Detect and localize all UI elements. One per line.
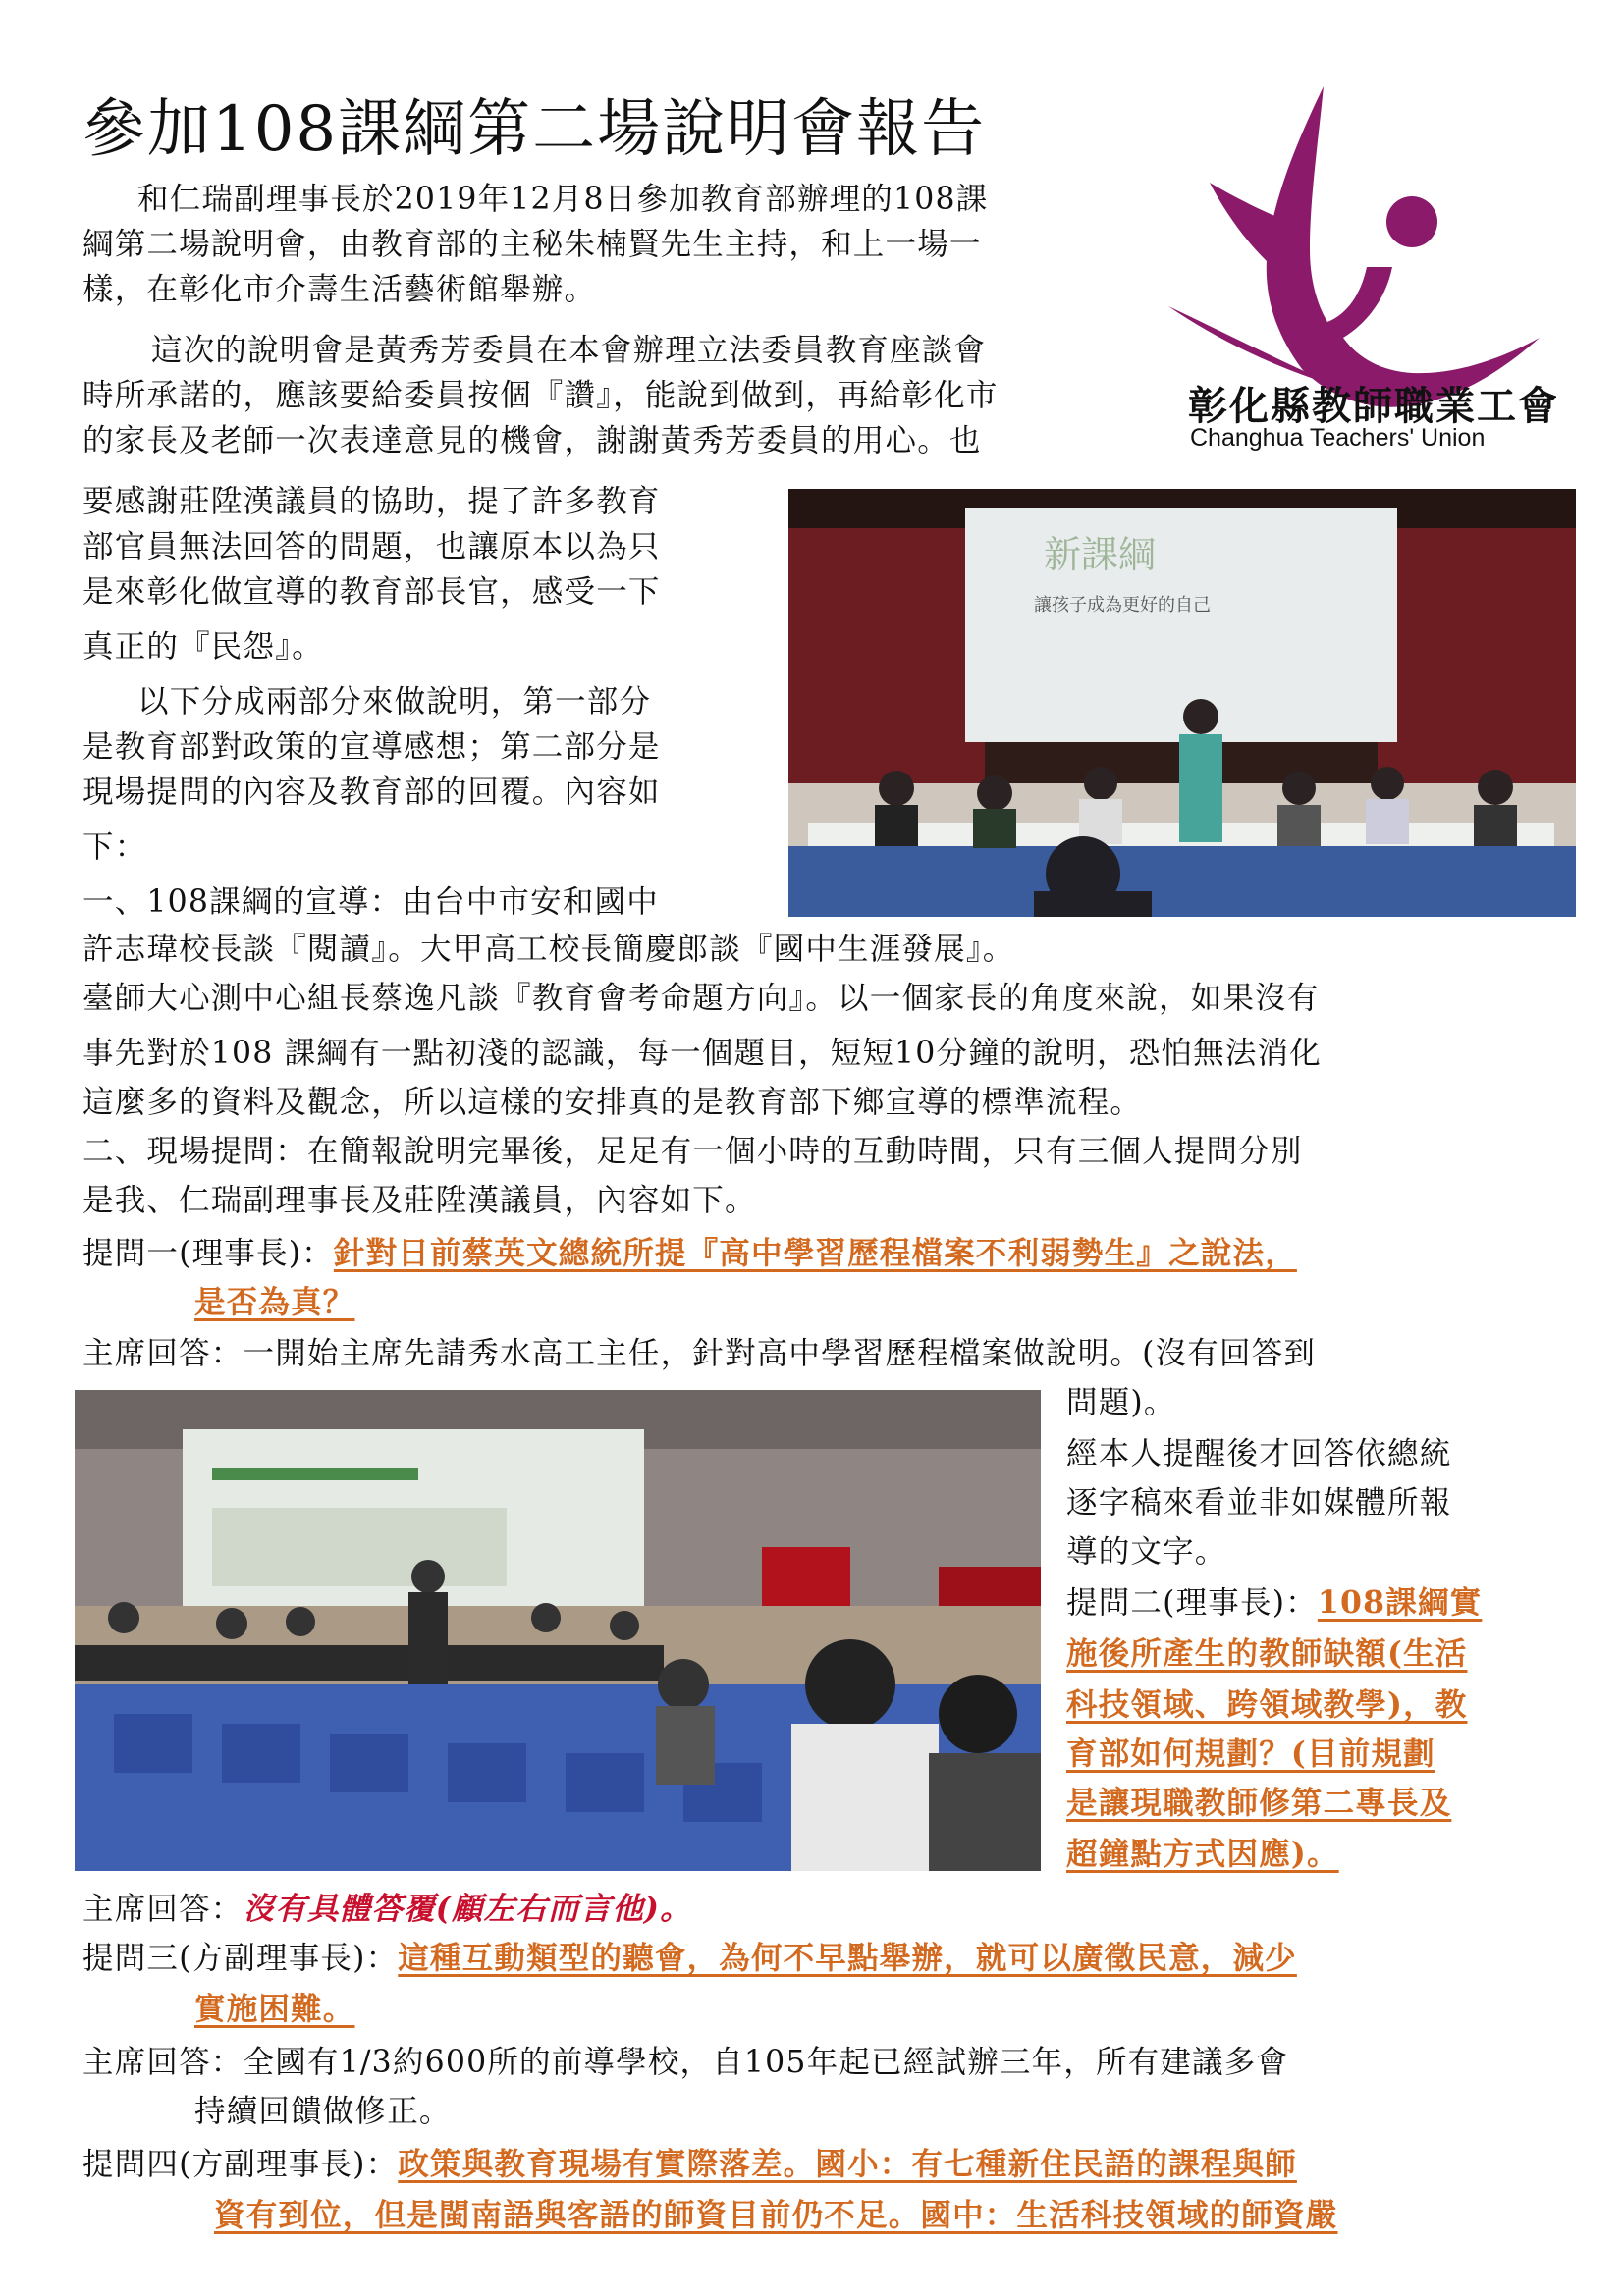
question-highlight: 是否為真？: [194, 1284, 355, 1320]
question-label: 提問二(理事長)：: [1066, 1585, 1318, 1621]
answer-1-cont: 問題)。: [1066, 1385, 1176, 1420]
question-3: [82, 1936, 1297, 1981]
answer-1-cont: 導的文字。: [1066, 1534, 1227, 1570]
answer-3-cont: 持續回饋做修正。: [194, 2094, 452, 2129]
question-highlight: 超鐘點方式因應)。: [1066, 1836, 1339, 1872]
paragraph-line: 下：: [82, 829, 147, 865]
question-highlight: 針對日前蔡英文總統所提『高中學習歷程檔案不利弱勢生』之說法，: [333, 1235, 1297, 1271]
question-highlight: 施後所產生的教師缺額(生活: [1066, 1635, 1468, 1672]
logo-name-cn: 彰化縣教師職業工會: [1188, 384, 1559, 429]
answer-1-cont: 經本人提醒後才回答依總統: [1066, 1436, 1452, 1471]
paragraph-line: 一、108課綱的宣導：由台中市安和國中: [82, 884, 659, 920]
paragraph-line: 是教育部對政策的宣導感想；第二部分是: [82, 729, 661, 765]
paragraph-line: 要感謝莊陞漢議員的協助，提了許多教育: [82, 484, 661, 519]
question-label: 提問三(方副理事長)：: [82, 1941, 399, 1976]
paragraph-line: 二、現場提問：在簡報說明完畢後，足足有一個小時的互動時間，只有三個人提問分別: [82, 1134, 1303, 1169]
logo-wing-shape: [1267, 86, 1540, 407]
question-highlight: 這種互動類型的聽會，為何不早點舉辦，就可以廣徵民意，減少: [398, 1940, 1297, 1976]
photo-audience-hall: [75, 1390, 1041, 1871]
screen-title: 新課綱: [1044, 533, 1157, 576]
question-2: [1066, 1580, 1482, 1626]
paragraph-line: 是來彰化做宣導的教育部長官，感受一下: [82, 574, 661, 610]
paragraph-line: 時所承諾的，應該要給委員按個『讚』，能說到做到，再給彰化市: [82, 378, 999, 413]
paragraph-line: 臺師大心測中心組長蔡逸凡談『教育會考命題方向』。以一個家長的角度來說，如果沒有: [82, 981, 1320, 1016]
answer-highlight: 沒有具體答覆(顧左右而言他)。: [243, 1891, 692, 1927]
paragraph-line: 這次的說明會是黃秀芳委員在本會辦理立法委員教育座談會: [151, 333, 987, 368]
photo-meeting-stage: [788, 489, 1576, 917]
question-highlight: 是讓現職教師修第二專長及: [1066, 1785, 1452, 1821]
paragraph-line: 以下分成兩部分來做說明，第一部分: [137, 684, 652, 720]
question-label: 提問四(方副理事長)：: [82, 2147, 399, 2182]
screen-subtitle: 讓孩子成為更好的自己: [1034, 595, 1211, 615]
logo-name-en: Changhua Teachers' Union: [1190, 424, 1486, 452]
paragraph-line: 這麼多的資料及觀念，所以這樣的安排真的是教育部下鄉宣導的標準流程。: [82, 1085, 1143, 1120]
logo-figure-head: [1386, 196, 1437, 247]
question-highlight: 108課綱實: [1317, 1584, 1483, 1621]
answer-1: 主席回答：一開始主席先請秀水高工主任，針對高中學習歷程檔案做說明。(沒有回答到: [82, 1336, 1317, 1371]
answer-1-cont: 逐字稿來看並非如媒體所報: [1066, 1485, 1452, 1521]
paragraph-line: 事先對於108 課綱有一點初淺的認識，每一個題目，短短10分鐘的說明，恐怕無法消化: [82, 1036, 1322, 1071]
question-highlight: 科技領域、跨領域教學)，教: [1066, 1686, 1468, 1723]
question-4: [82, 2142, 1297, 2187]
question-highlight: 實施困難。: [194, 1991, 355, 2027]
paragraph-line: 是我、仁瑞副理事長及莊陞漢議員，內容如下。: [82, 1183, 757, 1218]
page-title: 參加108課綱第二場說明會報告: [82, 93, 987, 166]
answer-label: 主席回答：: [82, 1892, 244, 1927]
answer-3: 主席回答：全國有1/3約600所的前導學校，自105年起已經試辦三年，所有建議多會: [82, 2045, 1289, 2080]
question-label: 提問一(理事長)：: [82, 1236, 334, 1271]
paragraph-line: 的家長及老師一次表達意見的機會，謝謝黃秀芳委員的用心。也: [82, 423, 982, 458]
answer-2: [82, 1887, 692, 1932]
paragraph-line: 綱第二場說明會，由教育部的主秘朱楠賢先生主持，和上一場一: [82, 227, 982, 262]
question-highlight: 資有到位，但是閩南語與客語的師資目前仍不足。國中：生活科技領域的師資嚴: [214, 2197, 1338, 2233]
question-highlight: 育部如何規劃？(目前規劃: [1066, 1735, 1435, 1772]
paragraph-line: 和仁瑞副理事長於2019年12月8日參加教育部辦理的108課: [137, 182, 989, 217]
paragraph-line: 許志瑋校長談『閱讀』。大甲高工校長簡慶郎談『國中生涯發展』。: [82, 932, 1015, 967]
paragraph-line: 樣，在彰化市介壽生活藝術館舉辦。: [82, 272, 597, 307]
paragraph-line: 真正的『民怨』。: [82, 629, 324, 665]
question-1: [82, 1231, 1297, 1276]
question-highlight: 政策與教育現場有實際落差。國小：有七種新住民語的課程與師: [398, 2146, 1297, 2182]
paragraph-line: 現場提問的內容及教育部的回覆。內容如: [82, 774, 661, 810]
paragraph-line: 部官員無法回答的問題，也讓原本以為只: [82, 529, 661, 564]
